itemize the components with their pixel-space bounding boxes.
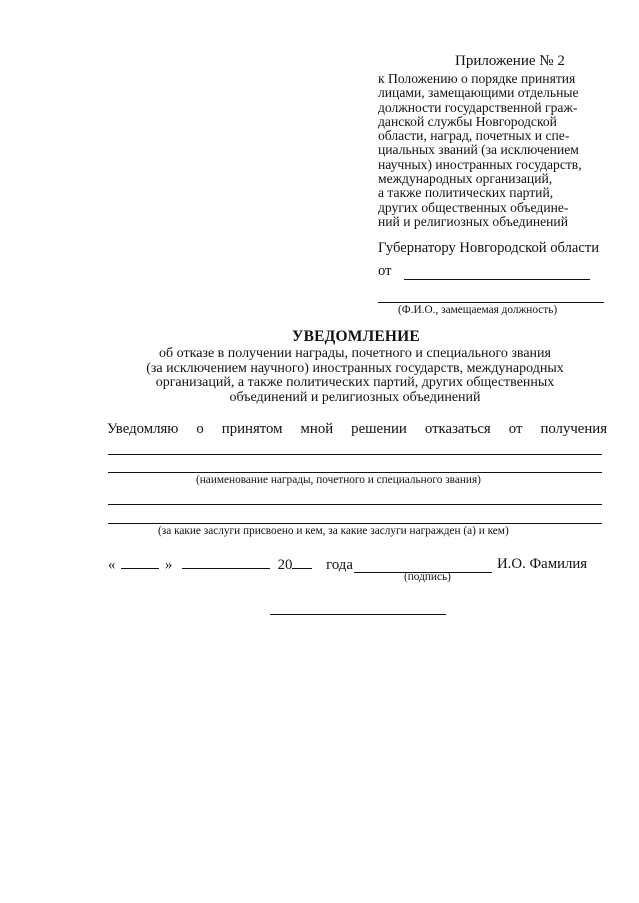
appendix-line: международных организаций, (378, 171, 553, 187)
appendix-line: циальных званий (за исключением (378, 142, 579, 158)
subtitle-line: организаций, а также политических партий, других общественных (155, 375, 555, 391)
signature-caption: (подпись) (404, 571, 451, 583)
award-caption: (наименование награды, почетного и специального звания) (196, 474, 481, 486)
year-prefix: 20 (277, 557, 293, 573)
subtitle-line: объединений и религиозных объединений (229, 389, 481, 405)
notification-body: Уведомляю о принятом мной решении отказаться от получения (107, 421, 607, 437)
from-label: от (378, 263, 392, 279)
document-title: УВЕДОМЛЕНИЕ (292, 328, 420, 345)
day-blank[interactable] (121, 556, 159, 569)
appendix-line: к Положению о порядке принятия (378, 71, 576, 86)
award-blank-line-2[interactable] (108, 472, 602, 473)
document-subtitle (110, 347, 600, 405)
year-blank[interactable] (292, 556, 312, 569)
appendix-line: ний и религиозных объединений (378, 213, 568, 229)
from-blank-line[interactable] (404, 279, 590, 280)
merits-blank-line-2[interactable] (108, 523, 602, 524)
fio-caption: (Ф.И.О., замещаемая должность) (398, 304, 558, 316)
appendix-line: а также политических партий, (378, 185, 554, 201)
signer-name: И.О. Фамилия (497, 556, 588, 572)
award-blank-line-1[interactable] (108, 454, 602, 455)
quote-open: « (108, 557, 116, 573)
appendix-line: данской службы Новгородской (378, 113, 557, 129)
month-blank[interactable] (182, 556, 270, 569)
subtitle-line: (за исключением научного) иностранных государств, международных (146, 360, 564, 376)
merits-blank-line-1[interactable] (108, 504, 602, 505)
appendix-line: других общественных объедине- (378, 199, 569, 215)
quote-close: » (164, 557, 173, 573)
appendix-line: должности государственной граж- (378, 99, 578, 115)
year-suffix: года (326, 557, 353, 573)
appendix-line: лицами, замещающими отдельные (378, 85, 579, 101)
merits-caption: (за какие заслуги присвоено и кем, за какие заслуги награжден (а) и кем) (158, 525, 509, 537)
subtitle-line: об отказе в получении награды, почетного и специального звания (159, 346, 551, 361)
appendix-line: научных) иностранных государств, (378, 156, 582, 172)
appendix-line: области, наград, почетных и спе- (378, 128, 570, 144)
appendix-title: Приложение № 2 (455, 53, 565, 69)
date-row (108, 556, 353, 574)
addressee-governor: Губернатору Новгородской области (378, 240, 600, 256)
fio-blank-line[interactable] (378, 302, 604, 303)
end-divider (270, 614, 446, 615)
appendix-text (378, 72, 618, 229)
